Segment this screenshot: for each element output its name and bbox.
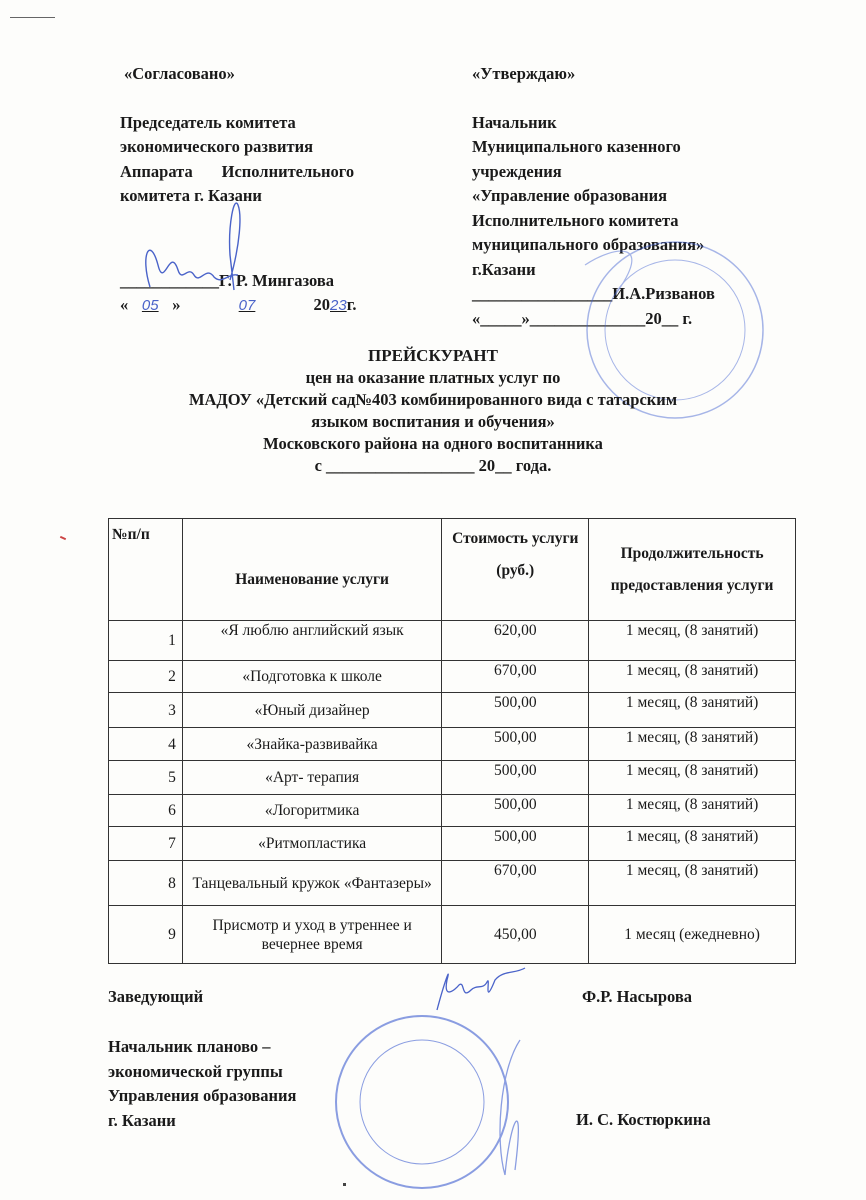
signature-nasyrova: [425, 960, 535, 1020]
handwritten-year: 23: [330, 297, 347, 314]
header-price: Стоимость услуги (руб.): [442, 519, 589, 621]
approval-right-line: Начальник: [472, 112, 557, 132]
cell-number: 3: [109, 693, 183, 728]
table-row: [109, 621, 796, 661]
cell-service: «Я люблю английский язык: [182, 621, 442, 661]
approval-left-line: комитета г. Казани: [120, 186, 262, 205]
planner-line: экономической группы: [108, 1061, 283, 1081]
approval-right-signer: _________________И.А.Ризванов: [472, 284, 715, 303]
approval-right-date: «_____»______________20__ г.: [472, 308, 693, 328]
handwritten-month: 07: [238, 297, 256, 314]
cell-service: «Логоритмика: [182, 795, 442, 827]
cell-service: «Подготовка к школе: [182, 661, 442, 693]
planner-line: Управления образования: [108, 1086, 297, 1105]
cell-price: 500,00: [442, 728, 589, 761]
cell-number: 8: [109, 861, 183, 906]
cell-price: 500,00: [442, 761, 589, 795]
approval-right-line: Муниципального казенного: [472, 137, 681, 156]
table-row: [109, 661, 796, 693]
planner-line: г. Казани: [108, 1110, 176, 1130]
approval-right-line: г.Казани: [472, 259, 536, 279]
approval-left-date: « 05 » 07 2023г.: [120, 295, 357, 314]
cell-duration: 1 месяц (ежедневно): [589, 906, 796, 964]
cell-duration: 1 месяц, (8 занятий): [589, 761, 796, 795]
stamp-kindergarten: [310, 1010, 570, 1200]
handwritten-day: 05: [141, 297, 159, 314]
cell-duration: 1 месяц, (8 занятий): [589, 621, 796, 661]
head-title: Заведующий: [108, 987, 204, 1006]
table-row: [109, 861, 796, 906]
planner-line: Начальник планово –: [108, 1037, 271, 1056]
cell-duration: 1 месяц, (8 занятий): [589, 795, 796, 827]
approval-right: [472, 62, 715, 331]
cell-number: 6: [109, 795, 183, 827]
cell-duration: 1 месяц, (8 занятий): [589, 661, 796, 693]
scan-mark-red: [60, 536, 66, 540]
approval-left-heading: «Согласовано»: [124, 64, 235, 83]
cell-number: 9: [109, 906, 183, 964]
approval-left-line: Председатель комитета: [120, 112, 296, 132]
cell-duration: 1 месяц, (8 занятий): [589, 728, 796, 761]
cell-price: 500,00: [442, 693, 589, 728]
title-line: Московского района на одного воспитанника: [263, 434, 603, 453]
cell-service: Танцевальный кружок «Фантазеры»: [182, 861, 442, 906]
table-header-row: [109, 519, 796, 621]
approval-right-line: «Управление образования: [472, 186, 668, 205]
cell-price: 670,00: [442, 861, 589, 906]
cell-duration: 1 месяц, (8 занятий): [589, 693, 796, 728]
table-row: [109, 906, 796, 964]
cell-number: 7: [109, 827, 183, 861]
table-row: [109, 761, 796, 795]
cell-duration: 1 месяц, (8 занятий): [589, 861, 796, 906]
planner-name: И. С. Костюркина: [576, 1110, 711, 1129]
cell-price: 500,00: [442, 795, 589, 827]
approval-right-line: учреждения: [472, 161, 562, 181]
cell-number: 1: [109, 621, 183, 661]
table-row: [109, 728, 796, 761]
table-row: [109, 827, 796, 861]
table-row: [109, 693, 796, 728]
table-row: [109, 795, 796, 827]
cell-service: «Ритмопластика: [182, 827, 442, 861]
title-line: МАДОУ «Детский сад№403 комбинированного вида с татарским: [188, 390, 678, 409]
approval-left-line: Аппарата Исполнительного: [120, 161, 355, 181]
scan-mark: [10, 17, 55, 18]
scan-dot: [343, 1183, 346, 1186]
cell-number: 5: [109, 761, 183, 795]
cell-service: «Юный дизайнер: [182, 693, 442, 728]
cell-service: Присмотр и уход в утреннее и вечернее время: [182, 906, 442, 964]
title-line: с __________________ 20__ года.: [314, 456, 552, 475]
approval-right-line: муниципального образования»: [472, 235, 705, 254]
cell-price: 620,00: [442, 621, 589, 661]
title-line: языком воспитания и обучения»: [311, 412, 555, 431]
title-main: ПРЕЙСКУРАНТ: [368, 346, 498, 365]
cell-number: 4: [109, 728, 183, 761]
approval-right-heading: «Утверждаю»: [472, 64, 576, 83]
header-number: №п/п: [109, 519, 183, 621]
approval-left-signer: ____________Г. Р. Мингазова: [120, 271, 335, 290]
approval-right-line: Исполнительного комитета: [472, 210, 679, 230]
cell-service: «Арт- терапия: [182, 761, 442, 795]
document-title: [0, 345, 866, 477]
price-table: [108, 518, 796, 964]
title-line: цен на оказание платных услуг по: [305, 368, 561, 387]
approval-left: [120, 62, 354, 209]
planner-block: [108, 1035, 296, 1133]
header-service: Наименование услуги: [182, 519, 442, 621]
approval-left-line: экономического развития: [120, 137, 314, 156]
signature-mingazova: [130, 195, 260, 295]
cell-duration: 1 месяц, (8 занятий): [589, 827, 796, 861]
cell-price: 670,00: [442, 661, 589, 693]
cell-price: 450,00: [442, 906, 589, 964]
header-duration: Продолжительность предоставления услуги: [589, 519, 796, 621]
head-name: Ф.Р. Насырова: [582, 987, 693, 1006]
cell-price: 500,00: [442, 827, 589, 861]
cell-service: «Знайка-развивайка: [182, 728, 442, 761]
cell-number: 2: [109, 661, 183, 693]
